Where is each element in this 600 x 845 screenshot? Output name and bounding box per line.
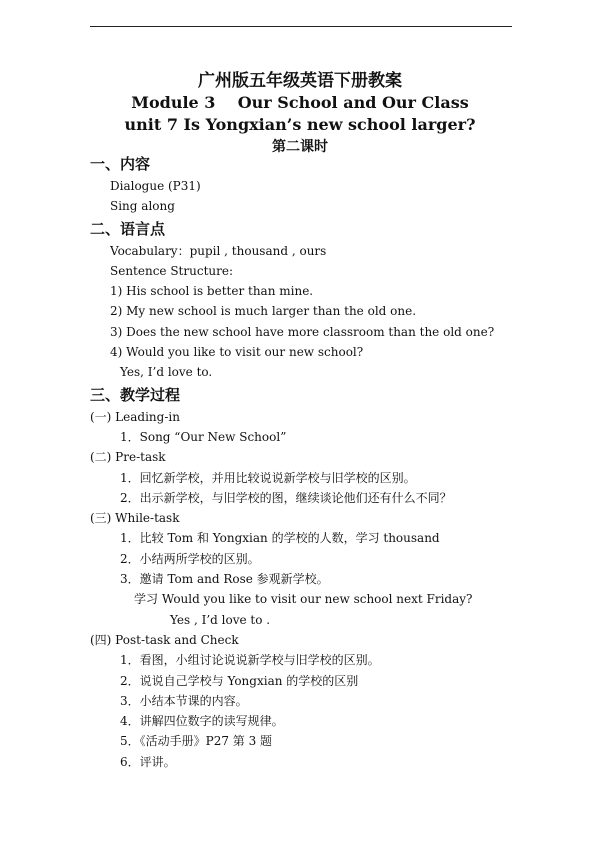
content-line: Dialogue (P31) [110, 179, 201, 193]
part-item: 2．小结两所学校的区别。 [120, 551, 260, 566]
period-title: 第二课时 [272, 139, 328, 155]
section-heading-teaching-process: 三、教学过程 [90, 385, 181, 404]
document-header [0, 70, 600, 158]
unit-title: unit 7 Is Yongxian’s new school larger? [124, 115, 476, 134]
section-heading-language-points: 二、语言点 [90, 219, 166, 238]
part-label: (一) Leading-in [90, 409, 180, 424]
part-item: 1．比较 Tom 和 Yongxian 的学校的人数，学习 thousand [120, 531, 440, 546]
part-item: 3．邀请 Tom and Rose 参观新学校。 [120, 572, 329, 587]
part-item: 4．讲解四位数字的读写规律。 [120, 714, 284, 729]
module-title: Module 3 Our School and Our Class [131, 93, 469, 112]
part-item: 5．《活动手册》P27 第 3 题 [120, 734, 273, 749]
part-item: 6．评讲。 [120, 754, 176, 769]
part-item: 3．小结本节课的内容。 [120, 693, 248, 708]
part-item: 学习 Would you like to visit our new school next Friday? [134, 592, 473, 607]
section-heading-content: 一、内容 [90, 155, 151, 173]
language-line: 3) Does the new school have more classroom than the old one? [110, 324, 495, 339]
part-label: (三) While-task [90, 511, 180, 526]
lesson-plan-body [90, 152, 530, 772]
part-label: (二) Pre-task [90, 450, 166, 465]
part-label: (四) Post-task and Check [90, 632, 239, 647]
part-item: 2．出示新学校，与旧学校的图，继续谈论他们还有什么不同？ [120, 490, 452, 505]
part-item: 1．看图，小组讨论说说新学校与旧学校的区别。 [120, 653, 380, 668]
part-item: Yes , I’d love to . [170, 612, 271, 627]
language-line: Yes, I’d love to. [120, 365, 213, 380]
language-line: Sentence Structure: [110, 263, 233, 278]
part-item: 2．说说自己学校与 Yongxian 的学校的区别 [120, 673, 359, 688]
top-rule [90, 26, 512, 27]
language-line: 4) Would you like to visit our new school? [110, 345, 364, 360]
part-item: 1．回忆新学校，并用比较说说新学校与旧学校的区别。 [120, 470, 416, 485]
language-line: Vocabulary：pupil , thousand , ours [110, 243, 327, 258]
language-line: 1) His school is better than mine. [110, 284, 314, 299]
language-line: 2) My new school is much larger than the old one. [110, 304, 417, 319]
doc-title: 广州版五年级英语下册教案 [198, 71, 402, 91]
content-line: Sing along [110, 199, 175, 214]
part-item: 1．Song “Our New School” [120, 429, 287, 444]
